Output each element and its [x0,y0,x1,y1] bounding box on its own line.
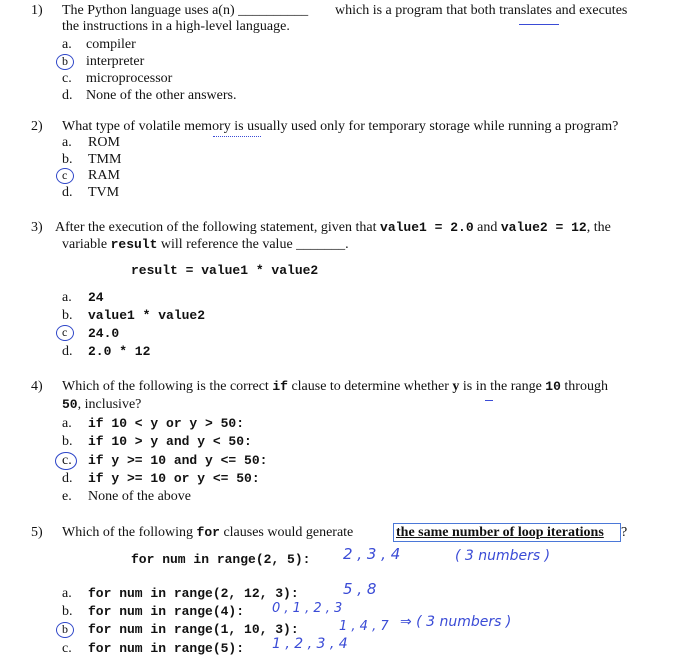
q3-stem-b [62,236,349,253]
q4-stem-b [62,396,141,413]
q3-stem-b1: variable [62,237,108,252]
q3-the: , the [586,220,611,235]
q2-opt-c-letter: c [62,168,68,182]
q3-opt-a: 24 [88,290,104,305]
q5-boxed-phrase: the same number of loop iterations [396,525,604,540]
q4-through: through [564,379,608,394]
q1-opt-c: microprocessor [86,71,173,86]
q5-stem-b: clauses would generate [223,525,354,540]
q3-opt-b-letter: b. [62,308,73,323]
q5-opt-c: for num in range(1, 10, 3): [88,622,299,637]
q5-number: 5) [31,525,43,540]
q5-kw-for: for [196,525,220,540]
q2-number: 2) [31,119,43,134]
hand-underline [485,400,493,401]
q3-number: 3) [31,220,43,235]
q4-opt-e: None of the above [88,489,192,504]
q3-stem-b2: will reference the value _______. [160,237,349,252]
q1-opt-a-letter: a. [62,37,72,52]
q2-opt-c: RAM [88,168,120,183]
q1-opt-b: interpreter [86,54,145,69]
q5-opt-b-hand: 0 , 1 , 2 , 3 [272,601,343,616]
q5-opt-c-hand: 1 , 4 , 7 [339,619,389,634]
q3-stem-a [55,219,611,236]
q4-opt-e-letter: e. [62,489,72,504]
q4-stem-a2: clause to determine whether [291,379,449,394]
hand-underline [213,136,261,137]
q2-opt-a: ROM [88,135,120,150]
q4-opt-c-letter: c. [62,453,72,468]
q3-value2: value2 = 12 [500,220,587,235]
q2-opt-d-letter: d. [62,185,73,200]
q1-stem-b: which is a program that both translates and executes [335,3,628,18]
q2-stem: What type of volatile memory is usually used only for temporary storage while running a program? [62,119,619,134]
q1-number: 1) [31,3,43,18]
q5-opt-d-letter: c. [62,641,72,656]
q1-opt-b-letter: b [62,54,68,68]
q5-opt-a-letter: a. [62,586,72,601]
q1-opt-c-letter: c. [62,71,72,86]
q5-hand-code: 2 , 3 , 4 [343,545,401,563]
q4-opt-d-letter: d. [62,471,73,486]
q4-y: y [452,379,460,394]
q4-inclusive: , inclusive? [77,397,142,412]
q1-opt-a: compiler [86,37,136,52]
q5-opt-d: for num in range(5): [88,641,245,656]
q2-opt-d: TVM [88,185,120,200]
q4-opt-b: if 10 > y and y < 50: [88,434,252,449]
q4-stem-a [62,378,608,395]
q4-kw-if: if [272,379,288,394]
hand-underline [519,24,559,25]
q2-opt-b-letter: b. [62,152,73,167]
q3-opt-b: value1 * value2 [88,308,206,323]
q1-stem-a: The Python language uses a(n) __________ [62,3,309,18]
q4-opt-a: if 10 < y or y > 50: [88,416,245,431]
q5-stem-a [62,524,353,541]
q3-result: result [110,237,158,252]
q3-value1: value1 = 2.0 [380,220,474,235]
q5-opt-a-hand: 5 , 8 [343,580,377,598]
q5-opt-b: for num in range(4): [88,604,245,619]
q3-opt-d-letter: d. [62,344,73,359]
q3-opt-c-letter: c [62,325,68,339]
q3-opt-c: 24.0 [88,326,120,341]
q4-opt-a-letter: a. [62,416,72,431]
q5-opt-c-letter: b [62,622,68,636]
q3-opt-a-letter: a. [62,290,72,305]
q4-fifty: 50 [62,397,78,412]
q3-opt-d: 2.0 * 12 [88,344,151,359]
q5-hand-note: ( 3 numbers ) [455,548,551,564]
q5-opt-b-letter: b. [62,604,73,619]
q5-stem-a-text: Which of the following [62,525,194,540]
q4-ten: 10 [545,379,561,394]
q4-opt-c: if y >= 10 and y <= 50: [88,453,268,468]
q4-stem-a1: Which of the following is the correct [62,379,269,394]
q1-opt-d: None of the other answers. [86,88,237,103]
q4-number: 4) [31,379,43,394]
q5-arrow-note: ⇒ ( 3 numbers ) [400,614,512,630]
q4-opt-d: if y >= 10 or y <= 50: [88,471,260,486]
q2-opt-a-letter: a. [62,135,72,150]
q5-qmark: ? [621,525,628,540]
q5-opt-a: for num in range(2, 12, 3): [88,586,299,601]
q5-opt-d-hand: 1 , 2 , 3 , 4 [272,636,348,652]
q4-stem-a3: is in the range [462,379,542,394]
q3-stem-text: After the execution of the following statement, given that [55,220,377,235]
q2-opt-b: TMM [88,152,122,167]
q4-opt-b-letter: b. [62,434,73,449]
q3-code: result = value1 * value2 [131,263,319,278]
q5-code: for num in range(2, 5): [131,552,311,567]
q3-and: and [477,220,498,235]
q1-stem-c: the instructions in a high-level language. [62,19,290,34]
q1-opt-d-letter: d. [62,88,73,103]
